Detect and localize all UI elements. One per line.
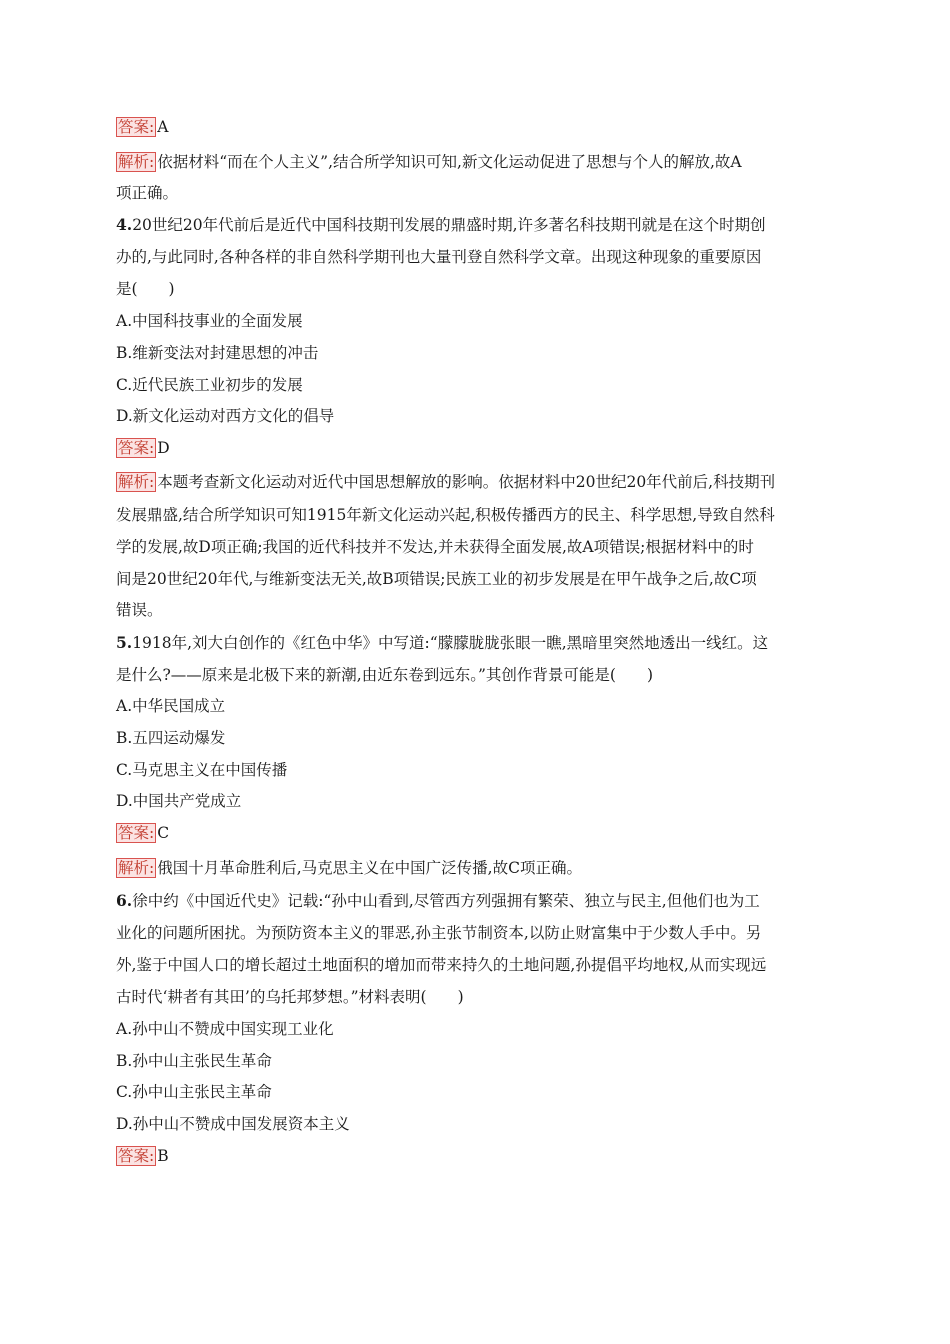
q3-answer-line (116, 117, 168, 137)
q4-answer-line (116, 438, 170, 458)
q3-answer: A (157, 118, 169, 136)
q6-stem-line-4: 古时代‘耕者有其田’的乌托邦梦想。”材料表明( ) (116, 988, 464, 1006)
q6-number: 6. (116, 891, 133, 910)
q3-analysis-line (116, 152, 742, 172)
analysis-label: 解析: (118, 153, 155, 171)
q4-option-a: A.中国科技事业的全面发展 (116, 312, 303, 330)
q5-stem-text: 1918年,刘大白创作的《红色中华》中写道:“朦朦胧胧张眼一瞧,黑暗里突然地透出一线红。这 (132, 634, 769, 652)
q4-option-d: D.新文化运动对西方文化的倡导 (116, 407, 335, 425)
q5-analysis-text: 俄国十月革命胜利后,马克思主义在中国广泛传播,故C项正确。 (157, 859, 582, 877)
q6-stem-line-1 (116, 891, 760, 911)
q4-analysis-line-5: 错误。 (116, 601, 163, 619)
q4-stem-line-2: 办的,与此同时,各种各样的非自然科学期刊也大量刊登自然科学文章。出现这种现象的重要原因 (116, 248, 762, 266)
q5-option-b: B.五四运动爆发 (116, 729, 226, 747)
q4-analysis-line-1 (116, 472, 775, 492)
analysis-label: 解析: (118, 473, 155, 491)
q4-analysis-line-4: 间是20世纪20年代,与维新变法无关,故B项错误;民族工业的初步发展是在甲午战争之后,故C项 (116, 570, 757, 588)
q5-stem-line-2: 是什么?——原来是北极下来的新潮,由近东卷到远东。”其创作背景可能是( ) (116, 666, 654, 684)
q6-option-d: D.孙中山不赞成中国发展资本主义 (116, 1115, 350, 1133)
q5-answer: C (157, 824, 170, 842)
q5-option-a: A.中华民国成立 (116, 697, 226, 715)
q4-option-b: B.维新变法对封建思想的冲击 (116, 344, 319, 362)
q6-stem-line-3: 外,鉴于中国人口的增长超过土地面积的增加而带来持久的土地问题,孙提倡平均地权,从而实现远 (116, 956, 767, 974)
q6-option-a: A.孙中山不赞成中国实现工业化 (116, 1020, 334, 1038)
answer-label: 答案: (118, 118, 155, 136)
q4-option-c: C.近代民族工业初步的发展 (116, 376, 303, 394)
q3-analysis-text: 依据材料“而在个人主义”,结合所学知识可知,新文化运动促进了思想与个人的解放,故A (157, 153, 742, 171)
q6-stem-line-2: 业化的问题所困扰。为预防资本主义的罪恶,孙主张节制资本,以防止财富集中于少数人手中。另 (116, 924, 762, 942)
q4-analysis-text: 本题考查新文化运动对近代中国思想解放的影响。依据材料中20世纪20年代前后,科技期刊 (157, 473, 776, 491)
q4-number: 4. (116, 215, 133, 234)
q6-answer: B (157, 1147, 169, 1165)
q4-stem-text: 20世纪20年代前后是近代中国科技期刊发展的鼎盛时期,许多著名科技期刊就是在这个时期创 (132, 216, 766, 234)
answer-label: 答案: (118, 824, 155, 842)
answer-label: 答案: (118, 1147, 155, 1165)
q6-stem-text: 徐中约《中国近代史》记载:“孙中山看到,尽管西方列强拥有繁荣、独立与民主,但他们也为工 (132, 892, 760, 910)
q3-analysis-line-2: 项正确。 (116, 184, 179, 202)
q6-option-c: C.孙中山主张民主革命 (116, 1083, 272, 1101)
q5-option-c: C.马克思主义在中国传播 (116, 761, 288, 779)
q5-option-d: D.中国共产党成立 (116, 792, 242, 810)
q4-answer: D (157, 439, 170, 457)
q5-analysis-line (116, 858, 582, 878)
q4-stem-line-3: 是( ) (116, 280, 175, 298)
q6-option-b: B.孙中山主张民生革命 (116, 1052, 272, 1070)
q5-answer-line (116, 823, 169, 843)
analysis-label: 解析: (118, 859, 155, 877)
q5-stem-line-1 (116, 633, 768, 653)
q6-answer-line (116, 1146, 169, 1166)
q4-analysis-line-2: 发展鼎盛,结合所学知识可知1915年新文化运动兴起,积极传播西方的民主、科学思想,导致自然科 (116, 506, 775, 524)
answer-label: 答案: (118, 439, 155, 457)
q4-stem-line-1 (116, 215, 766, 235)
q4-analysis-line-3: 学的发展,故D项正确;我国的近代科技并不发达,并未获得全面发展,故A项错误;根据材料中的时 (116, 538, 754, 556)
q5-number: 5. (116, 633, 133, 652)
